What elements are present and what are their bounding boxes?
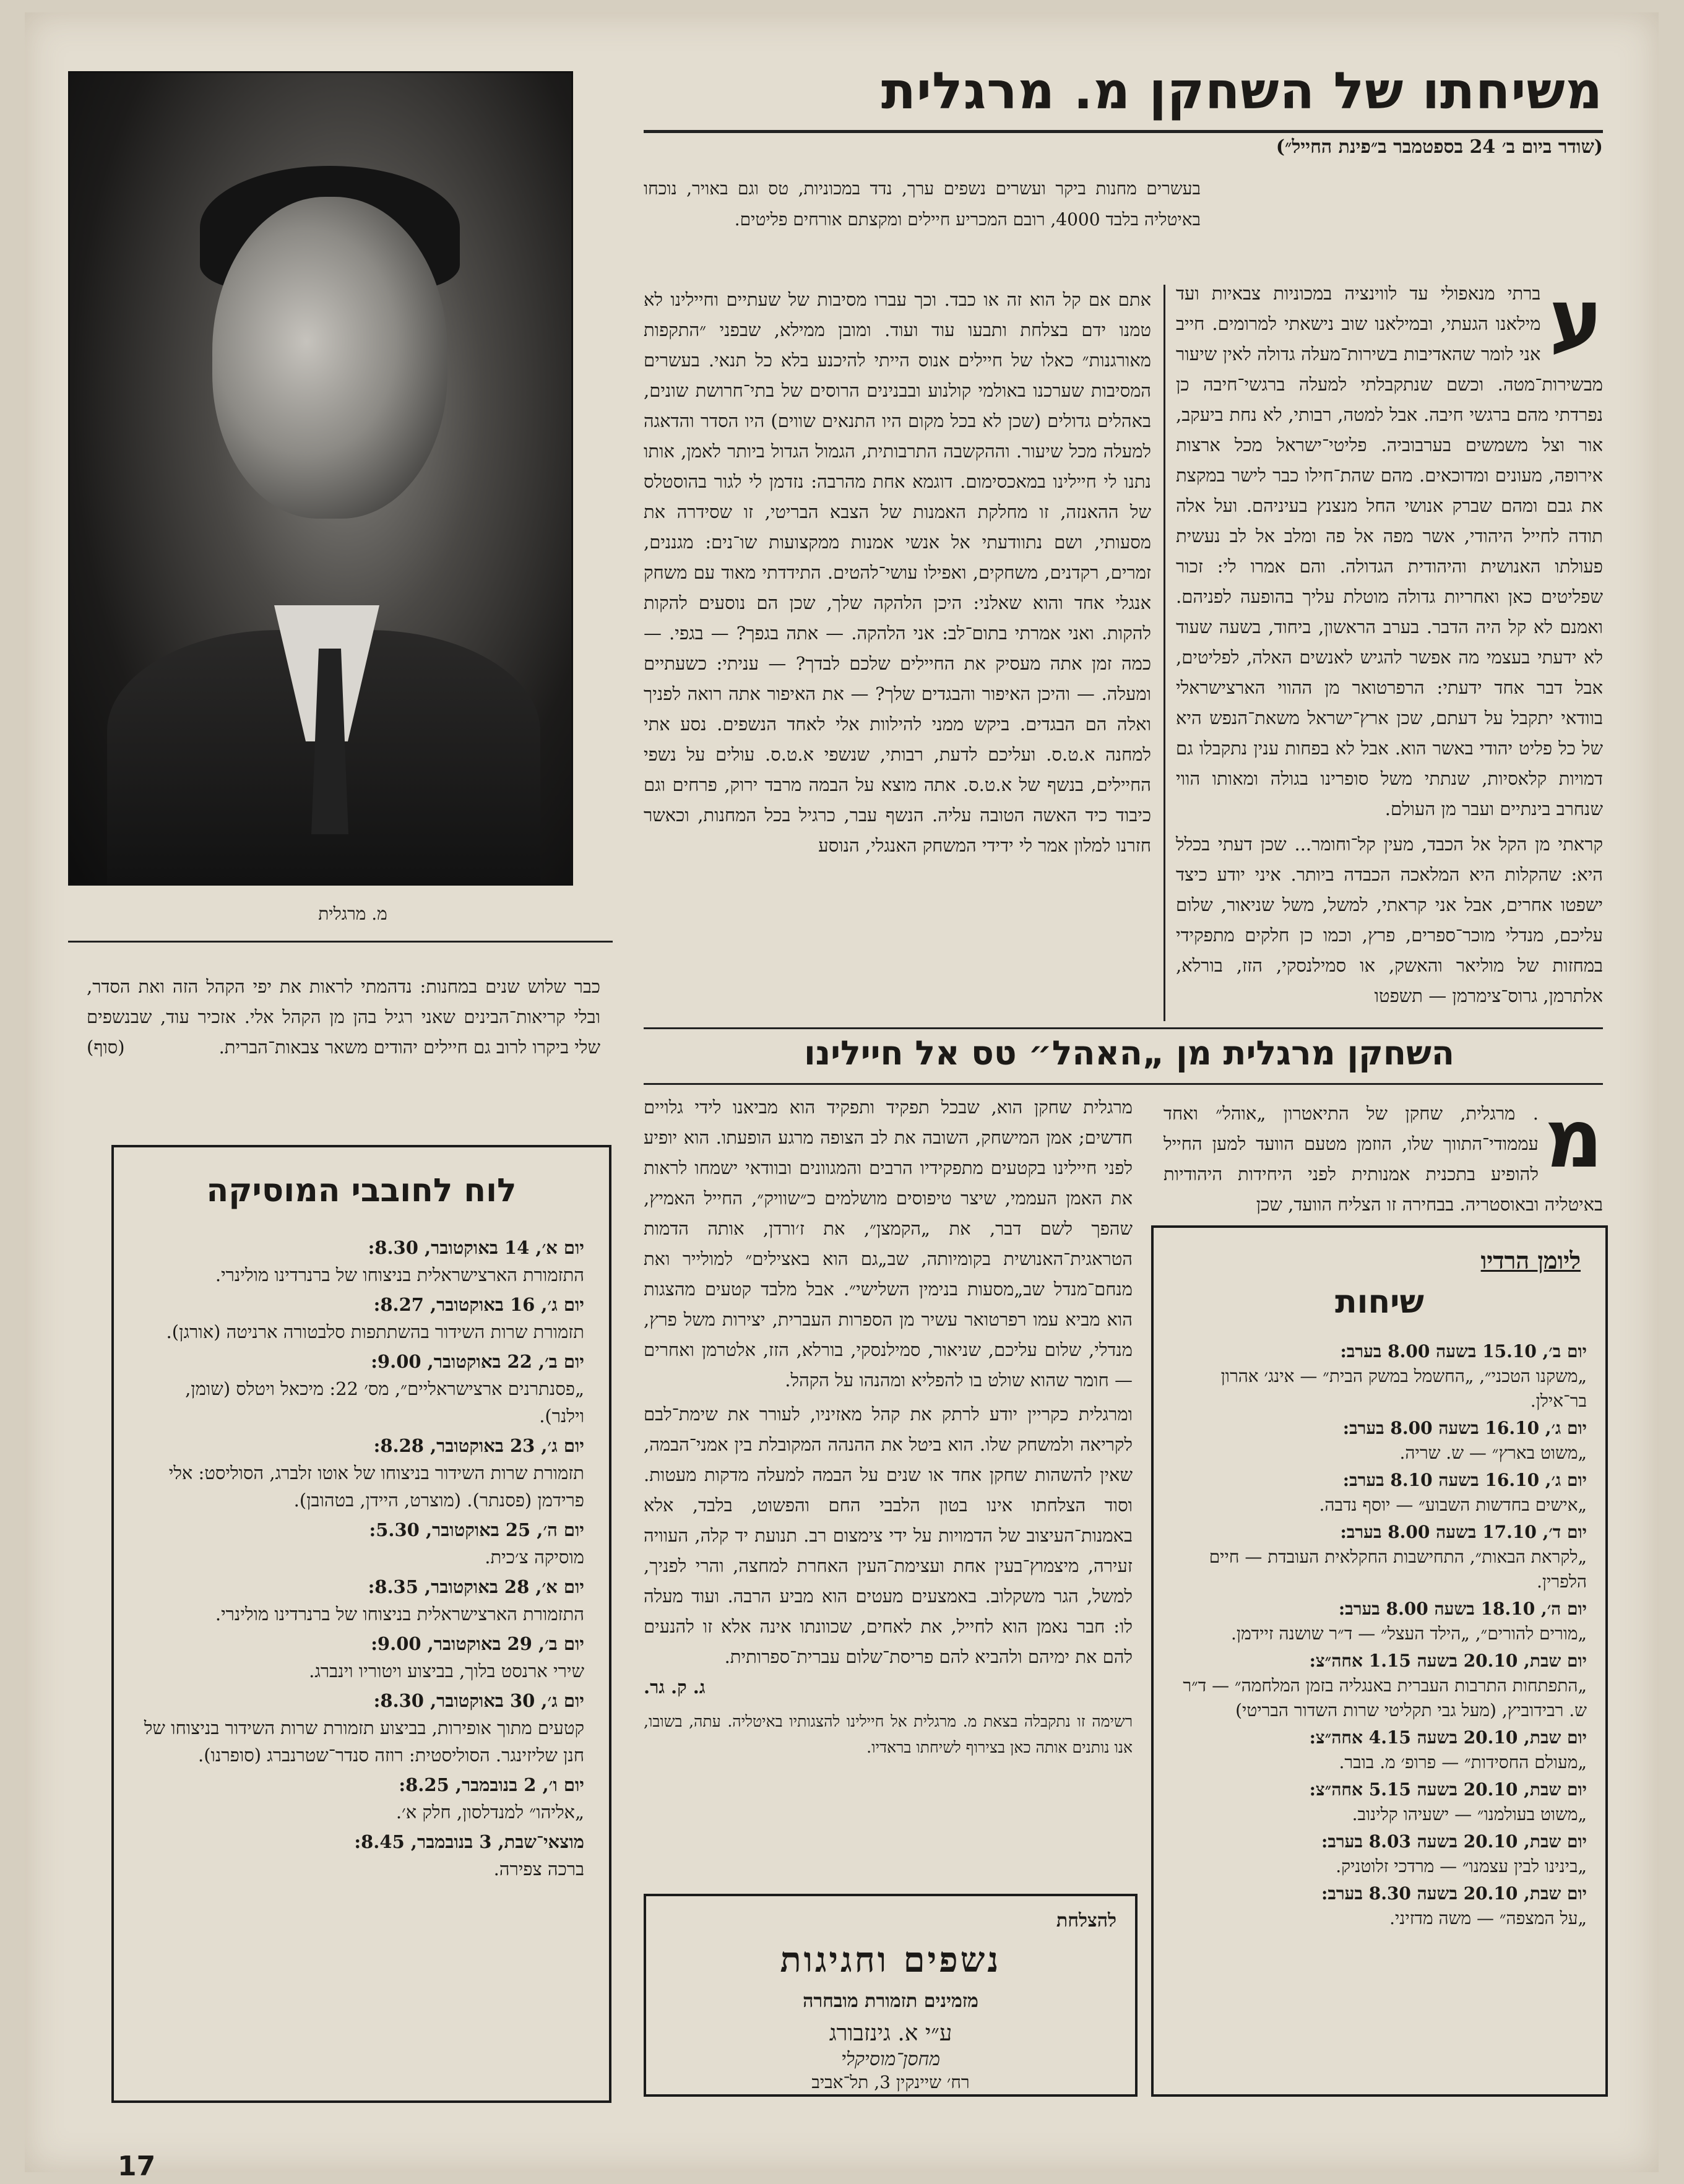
radio-listing	[1172, 1829, 1587, 1879]
article2-note: רשימה זו נתקבלה בצאת מ. מרגלית אל חיילינו להצגותיו באיטליה. עתה, בשובו, אנו נותנים אותה כאן בצירוף לשיחתו בראדיו.	[644, 1712, 1133, 1756]
radio-diary-box	[1151, 1225, 1608, 2097]
ad-line-2: נשפים וחגיגות	[780, 1940, 1001, 1980]
radio-listing-text: „משוט בעולמנו״ — ישעיהו קלינוב.	[1352, 1804, 1587, 1824]
article1-title: משיחתו של השחקן מ. מרגלית	[881, 62, 1603, 121]
dropcap-mem: מ	[1544, 1098, 1603, 1186]
music-lovers-box	[111, 1145, 611, 2103]
music-listing-text: תזמורת שרות השידור בהשתתפות סלבטורה ארניטה (אורגן).	[166, 1321, 584, 1342]
photo-caption: מ. מרגלית	[318, 904, 387, 924]
ad-line-5: מחסן־מוסיקלי	[840, 2048, 941, 2070]
photo-face	[212, 197, 447, 519]
radio-box-header: ליומן הרדיו	[1480, 1246, 1581, 1274]
article2-title: השחקן מרגלית מן „האהל״ טס אל חיילינו	[804, 1034, 1454, 1073]
end-mark: (סוף)	[87, 1037, 125, 1058]
radio-listing-date: יום ג׳, 16.10 בשעה 8.10 בערב:	[1342, 1470, 1587, 1490]
music-listing-text: מוסיקה צ׳כית.	[485, 1547, 584, 1568]
music-listing-text: התזמורת הארצישראלית בניצוחו של ברנרדינו מולינרי.	[215, 1264, 584, 1285]
article1-continuation-text: כבר שלוש שנים במחנות: נדהמתי לראות את יפי הקהל הזה ואת הסדר, ובלי קריאות־הבינים שאני רגיל בהן מן הקהל אלי. אזכיר עוד, שבנשפים שלי ביקרו לרוב גם חיילים יהודים משאר צבאות־הברית.	[87, 976, 600, 1058]
music-listing-date: יום ו׳, 2 בנובמבר, 8.25:	[399, 1774, 584, 1795]
title-rule	[644, 130, 1603, 133]
radio-listing-text: „משקנו הטכני״, „החשמל במשק הבית״ — אינג׳ אהרון בר־אילן.	[1220, 1366, 1587, 1411]
radio-listing-date: יום ג׳, 16.10 בשעה 8.00 בערב:	[1342, 1418, 1587, 1438]
divider	[644, 1027, 1603, 1029]
article2-signature: ג. ק. גר.	[644, 1677, 706, 1698]
radio-listing-date: יום ב׳, 15.10 בשעה 8.00 בערב:	[1340, 1341, 1587, 1362]
music-listing-date: יום ג׳, 30 באוקטובר, 8.30:	[373, 1690, 584, 1711]
music-listing-text: קטעים מתוך אופירות, בביצוע תזמורת שרות השידור בניצוחו של חנן שליזינגר. הסוליסטית: רוזה סנדר־שטרנברג (סופרנו).	[144, 1717, 584, 1766]
radio-listing	[1172, 1649, 1587, 1723]
column-rule	[1164, 285, 1165, 1021]
article2-text-2: ומרגלית כקריין יודע לרתק את קהל מאזיניו, לעורר את שימת־לבם לקריאה ולמשחק שלו. הוא ביטל את ההנהה המקובלת בין אמני־הבמה, שאין להשהות שחקן אחד או שנים על הבמה למעלה מדקות מעטות. וסוד הצלחתו אינו בטון הלבבי החם והפשוט, בלבד, אלא באמנות־העיצוב של הדמויות על ידי צימצום רב. תנועת יד קלה, העוויה זעירה, מיצמוץ־בעין אחת ועצימת־העין האחרת למחצה, והרי לפניך, למשל, הגר משקלוב. באמצעים מעטים הוא מביע הרבה. ועוד מעלה לו: חבר נאמן הוא לחייל, את לאחים, שכוונתו אינה אלא זו להנעים להם את ימיהם ולהביא להם פריסת־שלום עברית־ספרותית.	[644, 1404, 1133, 1667]
radio-listing	[1172, 1597, 1587, 1646]
radio-listing-date: יום ה׳, 18.10 בשעה 8.00 בערב:	[1338, 1599, 1587, 1619]
music-listing-text: ברכה צפירה.	[493, 1858, 584, 1880]
radio-listing	[1172, 1520, 1587, 1594]
music-listing-text: תזמורת שרות השידור בניצוחו של אוטו זלברג, הסוליסט: אלי פרידמן (פסנתר). (מוצרט, היידן, בטהובן).	[168, 1462, 584, 1511]
music-listing-text: „אליהו״ למנדלסון, חלק א׳.	[395, 1802, 584, 1823]
dropcap-ayin: ע	[1549, 272, 1603, 366]
page-number: 17	[118, 2151, 156, 2182]
portrait-photo	[68, 71, 573, 886]
article2-col-left	[644, 1092, 1133, 1891]
divider	[644, 1083, 1603, 1085]
article1-col-right-text-1: ברתי מנאפולי עד לווינציה במכוניות צבאיות ועד מילאנו הגעתי, ובמילאנו שוב נישאתי למרומים. חייב אני לומר שהאדיבות בשירות־מעלה גדולה לאין שיעור מבשירות־מטה. וכשם שנתקבלתי למעלה ברגשי־חיבה כן נפרדתי מהם ברגשי חיבה. אבל למטה, רבותי, לא נחת ביעקב, אור וצל משמשים בערבוביה. פליטי־ישראל מכל ארצות אירופה, מעונים ומדוכאים. מהם שהת־חילו כבר לישר במקצת את גבם ומהם שברק אנושי החל מנצנץ בעיניהם. ועל אלה תודה לחייל היהודי, אשר מפה אל פה ומלב אל לב נעשית פעולתו האנושית והיהודית הגדולה. והם אמרו לי: זכור שפליטים כאן ואחריות גדולה מוטלת עליך בהופעה לפניהם. ואמנם לא קל היה הדבר. בערב הראשון, ביחוד, בשעה שעוד לא ידעתי בעצמי מה אפשר להגיש לאנשים האלה, לפליטים, אבל דבר אחד ידעתי: הרפרטואר מן ההווי הארצישראלי בוודאי יתקבל על דעתם, שכן ארץ־ישראל משאת־הנפש היא של כל פליט יהודי באשר הוא. אבל לא בפחות ענין נתקבלו גם דמויות קלאסיות, שנתתי משל סופרינו בגולה ומאותו הווי שנחרב בינתיים ועבר מן העולם.	[1176, 283, 1603, 819]
radio-listing-date: יום שבת, 20.10 בשעה 1.15 אחה״צ:	[1309, 1651, 1587, 1671]
radio-listing	[1172, 1468, 1587, 1517]
magazine-page	[25, 12, 1659, 2182]
article1-col-right	[1176, 272, 1603, 1011]
radio-listing-text: „אישים בחדשות השבוע״ — יוסף נדבה.	[1319, 1495, 1587, 1515]
ad-line-3: מזמינים תזמורת מובחרה	[803, 1990, 978, 2012]
article1-lead: בעשרים מחנות ביקר ועשרים נשפים ערך, נדד במכוניות, טס וגם באויר, נוכחו באיטליה בלבד 4000, רובם המכריע חיילים ומקצתם אורחים פליטים.	[644, 178, 1201, 230]
radio-listing-date: יום שבת, 20.10 בשעה 8.03 בערב:	[1321, 1831, 1587, 1852]
radio-listing	[1172, 1881, 1587, 1931]
radio-listing-date: יום ד׳, 17.10 בשעה 8.00 בערב:	[1340, 1522, 1587, 1542]
music-listing-date: יום ה׳, 25 באוקטובר, 5.30:	[369, 1519, 584, 1540]
music-listing	[139, 1687, 584, 1769]
music-listing	[139, 1516, 584, 1571]
music-listing	[139, 1573, 584, 1628]
music-listing-text: „פסנתרנים ארצישראליים״, מס׳ 22: מיכאל ויטלס (שומן, וילנר).	[185, 1378, 584, 1427]
article1-subtitle: (שודר ביום ב׳ 24 בספטמבר ב״פינת החייל״)	[1276, 136, 1603, 158]
article2-text-1: מרגלית שחקן הוא, שבכל תפקיד ותפקיד הוא מביאנו לידי גלויים חדשים; אמן המישחק, השובה את לב הצופה מרגע הופעתו. הוא יופיע לפני חיילינו בקטעים מתפקידיו הרבים והמגוונים ובוודאי ישמחו לראות את האמן העממי, שיצר טיפוסים מושלמים כ״שוויק״, החייל האמיץ, שהפך לשם דבר, את „הקמצן״, את ז׳ורדן, אותה הדמות הטראגית־האנושית בקומיותה, שב„גם הוא באצילים״ למולייר ואת מנחם־מנדל שב„מסעות בנימין השלישי״. אבל מלבד קטעים מהצגות הוא מביא עמו רפרטואר עשיר מן הספרות העברית, יצירות משל פרץ, מנדלי, שלום עליכם, שניאור, סמילנסקי, בורלא, הזז, אלטרמן ואחרים — חומר שהוא שולט בו להפליא ומהנהו על הקהל.	[644, 1097, 1133, 1391]
music-listing	[139, 1630, 584, 1685]
music-listing-date: יום ג׳, 16 באוקטובר, 8.27:	[373, 1294, 584, 1315]
radio-listing-text: „מורים להורים״, „הילד העצל״ — ד״ר שושנה זיידמן.	[1231, 1623, 1587, 1644]
music-listing	[139, 1291, 584, 1345]
radio-listing-text: „לקראת הבאות״, התחישבות החקלאית העובדת — חיים הלפרין.	[1209, 1547, 1587, 1592]
ad-box	[644, 1894, 1138, 2097]
radio-box-list	[1172, 1339, 1587, 1933]
article2-intro	[1164, 1098, 1603, 1222]
music-listing-text: התזמורת הארצישראלית בניצוחו של ברנרדינו מולינרי.	[215, 1603, 584, 1625]
article2-intro-text: . מרגלית, שחקן של התיאטרון „אוהל״ ואחד עממודי־התווך שלו, הוזמן מטעם הוועד למען החייל להופיע בתכנית אמנותית לפני היחידות היהודיות באיטליה ובאוסטריה. בבחירה זו הצליח הוועד, שכן	[1164, 1103, 1603, 1215]
article1-col-left: אתם אם קל הוא זה או כבד. וכך עברו מסיבות של שעתיים וחיילינו לא טמנו ידם בצלחת ותבעו עוד ועוד. ומובן ממילא, שבפני ״התקפות מאורגנות״ כאלו של חיילים אנוס הייתי להיכנע בלא כל תנאי. בעשרים המסיבות שערכנו באולמי קולנוע ובבנינים הרוסים של בתי־חרושת שונים, באהלים גדולים (שכן לא בכל מקום היו התנאים שווים) היו הסדר והדאגה למעלה מכל שיעור. וההקשבה התרבותית, הגמול הגדול ביותר לאמן, אותו נתנו לי חיילינו במאכסימום. דוגמא אחת מהרבה: נזדמן לי לגור בהוסטלס של ההאנזה, זו מחלקת האמנות של הצבא הבריטי, זו שסידרה את מסעותי, ושם נתוודעתי אל אנשי אמנות ממקצועות שו־נים: מגננים, זמרים, רקדנים, משחקים, ואפילו עושי־להטים. התידדתי מאוד עם משחק אנגלי אחד והוא שאלני: היכן הלהקה שלך, שכן הם נוסעים להקות להקות. ואני אמרתי בתום־לב: אני הלהקה. — אתה בגפך? — בגפי. — כמה זמן אתה מעסיק את החיילים שלכם לבדך? — עניתי: כשעתיים ומעלה. — והיכן האיפור והבגדים שלך? — את האיפור אתה רואה לפניך ואלה הם הבגדים. ביקש ממני להילוות אלי לאחד הנשפים. נסע אתי למחנה א.ט.ס. ועליכם לדעת, רבותי, שנשפי א.ט.ס. עולים על נשפי החיילים, בנשף של א.ט.ס. אתה מוצא על הבמה מרבד ירוק, פרחים וגם כיבוד כיד האשה הטובה עליה. הנשף עבר, כרגיל בכל המחנות, וכאשר חזרנו למלון אמר לי ידידי המשחק האנגלי, הנוסע	[644, 289, 1151, 856]
radio-listing	[1172, 1725, 1587, 1775]
ad-line-4: ע״י א. גינזבורג	[829, 2021, 952, 2046]
ad-line-1: להצלחת	[1056, 1910, 1116, 1932]
music-listing-date: מוצאי־שבת, 3 בנובמבר, 8.45:	[354, 1831, 584, 1852]
article1-continuation	[87, 972, 600, 1063]
radio-listing-text: „התפתחות התרבות העברית באנגליה בזמן המלחמה״ — ד״ר ש. רבידוביץ, (מעל גבי תקליטי שרות השדור הבריטי)	[1183, 1675, 1587, 1720]
radio-listing-text: „בינינו לבין עצמנו״ — מרדכי זלוטניק.	[1336, 1856, 1587, 1876]
music-listing	[139, 1234, 584, 1288]
ad-line-6: רח׳ שיינקין 3, תל־אביב	[811, 2072, 970, 2092]
radio-listing	[1172, 1416, 1587, 1465]
divider	[68, 941, 613, 943]
radio-listing	[1172, 1777, 1587, 1827]
radio-listing-date: יום שבת, 20.10 בשעה 5.15 אחה״צ:	[1309, 1779, 1587, 1800]
radio-box-title: שיחות	[1335, 1284, 1424, 1321]
radio-listing	[1172, 1339, 1587, 1414]
music-listing-text: שירי ארנסט בלוך, בביצוע ויטוריו וינברג.	[309, 1660, 584, 1681]
music-listing-date: יום ג׳, 23 באוקטובר, 8.28:	[373, 1435, 584, 1456]
radio-listing-date: יום שבת, 20.10 בשעה 8.30 בערב:	[1321, 1883, 1587, 1904]
radio-listing-text: „על המצפה״ — משה מדזיני.	[1389, 1908, 1587, 1928]
music-box-title: לוח לחובבי המוסיקה	[206, 1172, 517, 1209]
radio-listing-text: „מעולם החסידות״ — פרופ׳ מ. בובר.	[1339, 1752, 1587, 1772]
article1-col-right-text-2: קראתי מן הקל אל הכבד, מעין קל־וחומר... שכן דעתי בכלל היא: שהקלות היא המלאכה הכבדה ביותר. איני יודע כיצד ישפטו אחרים, אבל אני קראתי, למשל, משל שניאור, שלום עליכם, מנדלי מוכר־ספרים, פרץ, וכמו כן חלקים מתפקידי במחזות של מוליאר והאשק, או סמילנסקי, הזז, בורלא, אלתרמן, גרוס־צימרמן — תשפטו	[1176, 834, 1603, 1006]
music-listing	[139, 1771, 584, 1826]
music-listing	[139, 1348, 584, 1430]
music-listing-date: יום א׳, 28 באוקטובר, 8.35:	[368, 1576, 584, 1597]
music-listing-date: יום ב׳, 22 באוקטובר, 9.00:	[371, 1351, 584, 1372]
radio-listing-date: יום שבת, 20.10 בשעה 4.15 אחה״צ:	[1309, 1727, 1587, 1748]
music-listing	[139, 1432, 584, 1514]
music-box-list	[139, 1234, 584, 1885]
music-listing-date: יום א׳, 14 באוקטובר, 8.30:	[368, 1237, 584, 1258]
music-listing-date: יום ב׳, 29 באוקטובר, 9.00:	[371, 1633, 584, 1654]
radio-listing-text: „משוט בארץ״ — ש. שריה.	[1399, 1443, 1587, 1463]
music-listing	[139, 1828, 584, 1883]
